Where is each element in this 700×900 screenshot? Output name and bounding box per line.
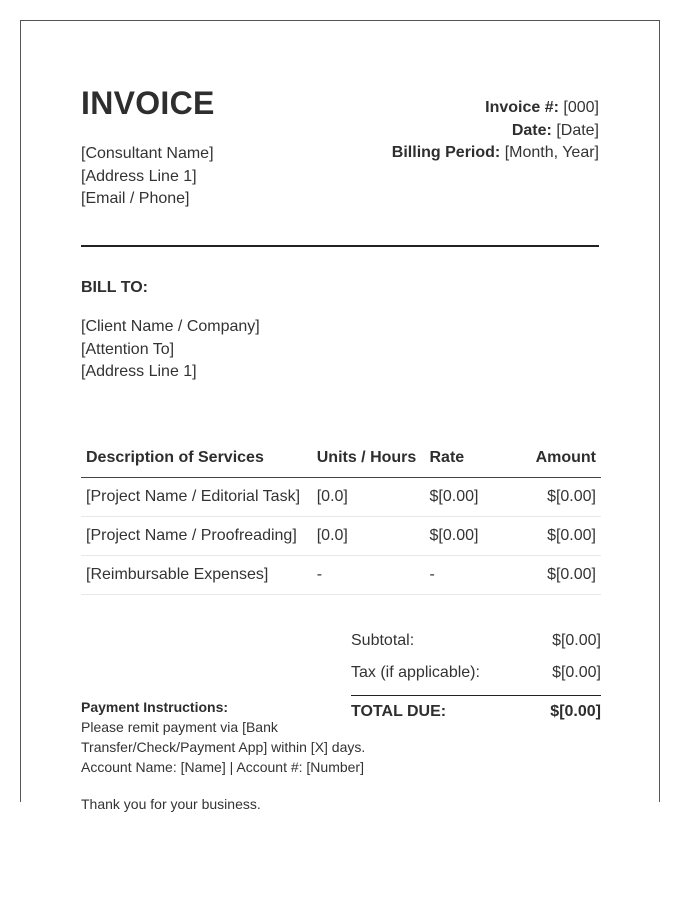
bill-to-address: [Address Line 1] xyxy=(81,363,197,380)
row-units: [0.0] xyxy=(312,478,425,517)
subtotal-label: Subtotal: xyxy=(351,632,415,649)
row-description: [Project Name / Proofreading] xyxy=(81,517,312,556)
bill-to-heading: BILL TO: xyxy=(81,279,148,296)
invoice-number-value: [000] xyxy=(563,99,599,116)
row-description: [Reimbursable Expenses] xyxy=(81,556,312,595)
row-rate: $[0.00] xyxy=(425,478,506,517)
header-divider xyxy=(81,245,599,247)
tax-label: Tax (if applicable): xyxy=(351,664,480,681)
consultant-name: [Consultant Name] xyxy=(81,145,214,162)
row-amount: $[0.00] xyxy=(506,517,602,556)
total-due-value: $[0.00] xyxy=(550,703,601,720)
services-table xyxy=(81,439,601,595)
table-row xyxy=(81,556,601,595)
row-amount: $[0.00] xyxy=(506,478,602,517)
payment-line-1: Please remit payment via [Bank Transfer/Check/Payment App] within [X] days. xyxy=(81,719,366,755)
row-units: - xyxy=(312,556,425,595)
consultant-contact: [Email / Phone] xyxy=(81,190,190,207)
consultant-info xyxy=(81,143,214,211)
table-header-row xyxy=(81,439,601,478)
invoice-title: INVOICE xyxy=(81,85,215,121)
payment-line-2: Account Name: [Name] | Account #: [Number] xyxy=(81,759,364,775)
invoice-number-label: Invoice #: xyxy=(485,99,559,116)
header-rate: Rate xyxy=(425,439,506,478)
bill-to-block xyxy=(81,316,260,384)
consultant-address: [Address Line 1] xyxy=(81,167,197,185)
bill-to-attention: [Attention To] xyxy=(81,340,175,358)
header-amount: Amount xyxy=(506,439,602,478)
header-description: Description of Services xyxy=(81,439,312,478)
invoice-page xyxy=(20,20,660,812)
row-amount: $[0.00] xyxy=(506,556,602,595)
subtotal-row xyxy=(351,625,601,657)
tax-value: $[0.00] xyxy=(552,664,601,681)
invoice-date-label: Date: xyxy=(511,121,552,139)
payment-instructions xyxy=(81,697,401,777)
billing-period-value: [Month, Year] xyxy=(504,144,599,161)
subtotal-value: $[0.00] xyxy=(552,632,601,649)
invoice-date-value: [Date] xyxy=(556,121,599,139)
invoice-number-row xyxy=(392,97,599,120)
billing-period-row xyxy=(392,142,599,165)
invoice-meta xyxy=(392,97,599,165)
table-row xyxy=(81,517,601,556)
bill-to-client: [Client Name / Company] xyxy=(81,318,260,335)
row-description: [Project Name / Editorial Task] xyxy=(81,478,312,517)
row-rate: - xyxy=(425,556,506,595)
header-units: Units / Hours xyxy=(312,439,425,478)
billing-period-label: Billing Period: xyxy=(391,144,501,161)
payment-heading: Payment Instructions: xyxy=(81,699,229,715)
thank-you-text: Thank you for your business. xyxy=(81,796,261,812)
invoice-date-row xyxy=(392,120,599,143)
total-due-label: TOTAL DUE: xyxy=(351,703,447,720)
row-units: [0.0] xyxy=(312,517,425,556)
tax-row xyxy=(351,657,601,689)
table-row xyxy=(81,478,601,517)
row-rate: $[0.00] xyxy=(425,517,506,556)
